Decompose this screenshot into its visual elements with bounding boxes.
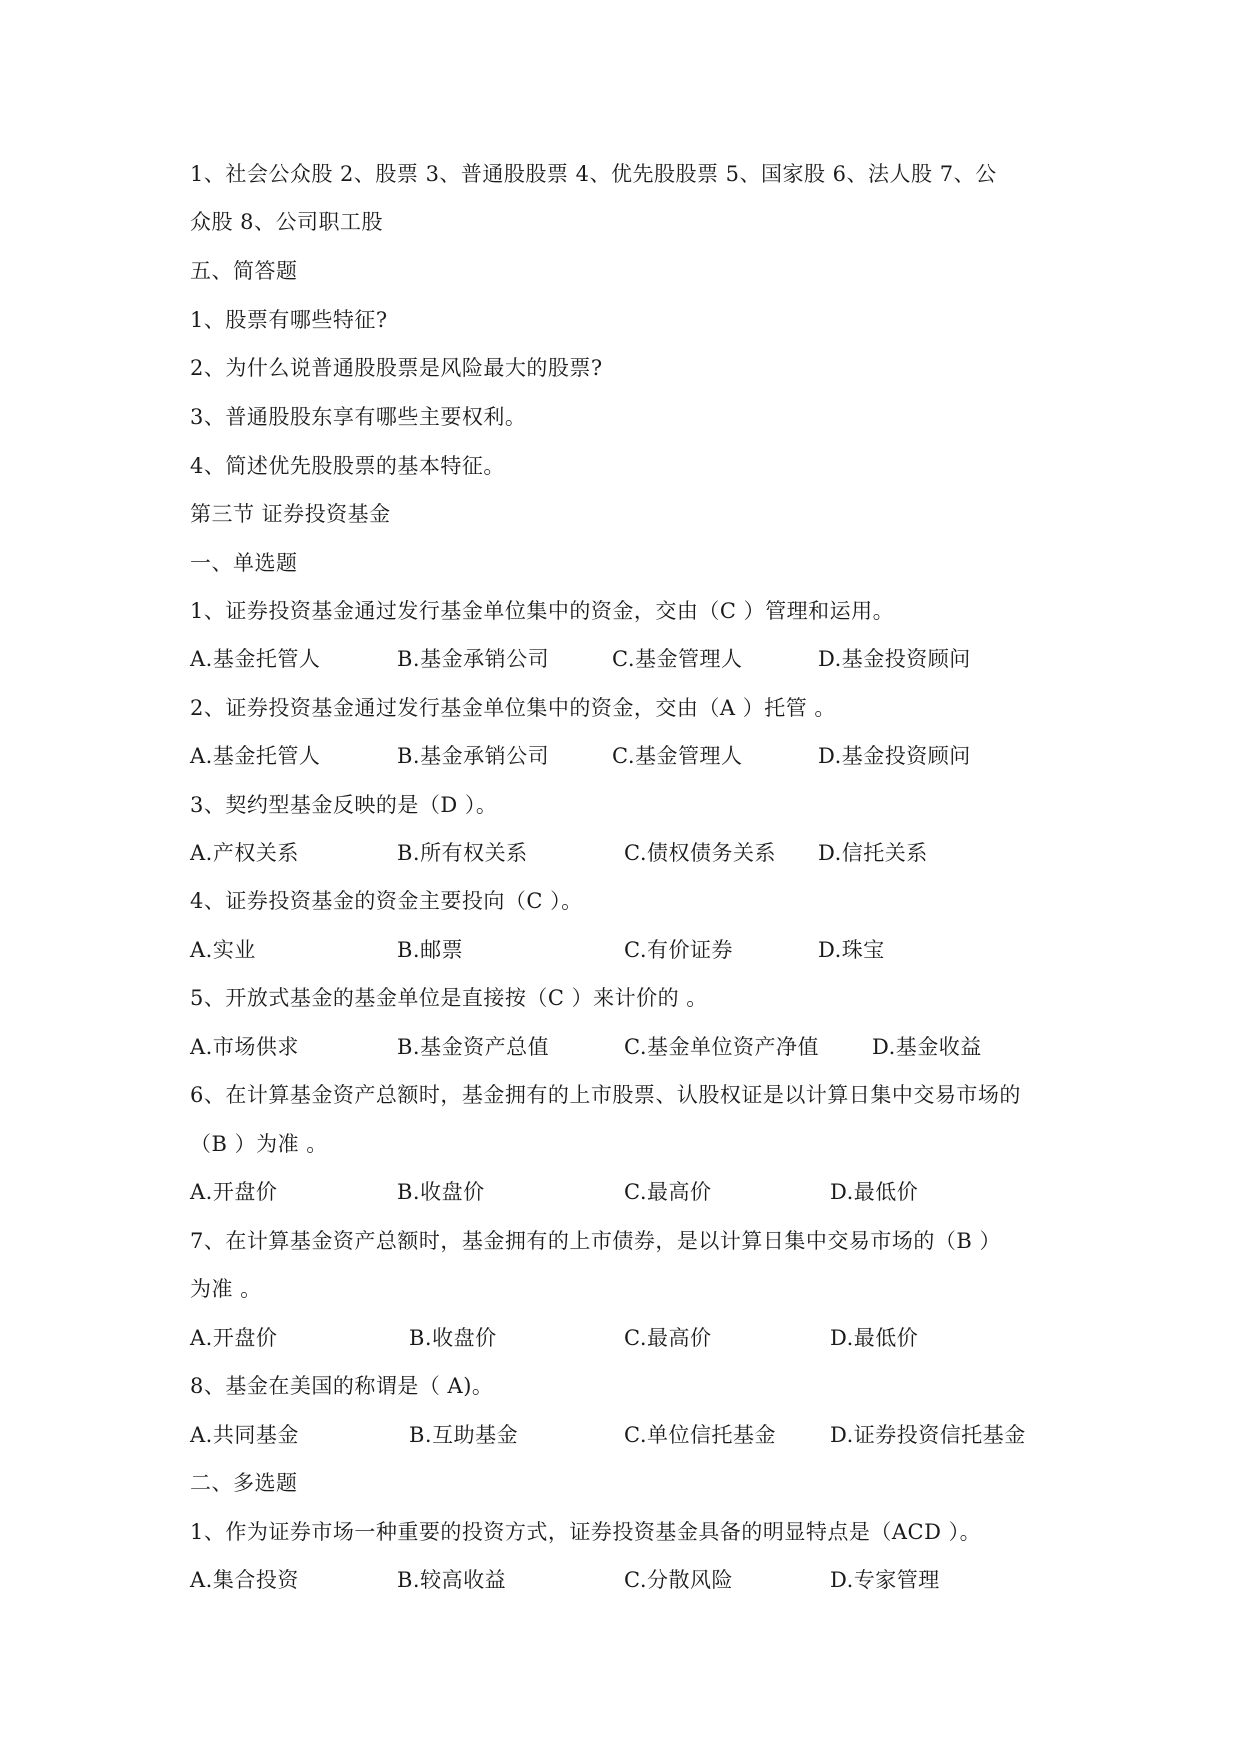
option-b: B.所有权关系 [397, 841, 528, 865]
option-b: B.基金承销公司 [397, 647, 550, 671]
option-d: D.专家管理 [830, 1568, 940, 1592]
option-a: A.产权关系 [190, 841, 299, 865]
option-d: D.基金投资顾问 [818, 744, 971, 768]
option-d: D.信托关系 [818, 841, 928, 865]
option-b: B.较高收益 [397, 1568, 507, 1592]
option-c: C.分散风险 [624, 1568, 733, 1592]
option-b: B.基金承销公司 [397, 744, 550, 768]
question-text: 8、基金在美国的称谓是（ A)。 [190, 1374, 494, 1398]
section-heading-short-answer: 五、简答题 [190, 259, 298, 283]
option-c: C.基金管理人 [612, 744, 743, 768]
option-b: B.互助基金 [409, 1423, 519, 1447]
option-a: A.开盘价 [190, 1326, 278, 1350]
question-text: 4、简述优先股股票的基本特征。 [190, 454, 505, 478]
question-text: 1、证券投资基金通过发行基金单位集中的资金，交由（C ）管理和运用。 [190, 599, 895, 623]
question-text: 7、在计算基金资产总额时，基金拥有的上市债券，是以计算日集中交易市场的（B ） [190, 1229, 1001, 1253]
option-c: C.单位信托基金 [624, 1423, 776, 1447]
option-c: C.最高价 [624, 1180, 712, 1204]
share-types-list: 1、社会公众股 2、股票 3、普通股股票 4、优先股股票 5、国家股 6、法人股 7、公 [190, 162, 997, 186]
question-text-cont: 为准 。 [190, 1277, 262, 1301]
question-text: 3、普通股股东享有哪些主要权利。 [190, 405, 527, 429]
option-d: D.基金收益 [872, 1035, 982, 1059]
option-b: B.邮票 [397, 938, 464, 962]
question-text: 2、证券投资基金通过发行基金单位集中的资金，交由（A ）托管 。 [190, 696, 836, 720]
question-text: 1、作为证券市场一种重要的投资方式，证券投资基金具备的明显特点是（ACD ）。 [190, 1520, 982, 1544]
option-d: D.珠宝 [818, 938, 885, 962]
chapter-heading: 第三节 证券投资基金 [190, 502, 391, 526]
option-a: A.基金托管人 [190, 647, 321, 671]
option-d: D.最低价 [830, 1180, 919, 1204]
question-text: 2、为什么说普通股股票是风险最大的股票? [190, 356, 603, 380]
option-c: C.有价证券 [624, 938, 733, 962]
question-text: 5、开放式基金的基金单位是直接按（C ）来计价的 。 [190, 986, 708, 1010]
option-c: C.基金管理人 [612, 647, 743, 671]
option-d: D.最低价 [830, 1326, 919, 1350]
question-text: 6、在计算基金资产总额时，基金拥有的上市股票、认股权证是以计算日集中交易市场的 [190, 1083, 1021, 1107]
option-a: A.基金托管人 [190, 744, 321, 768]
option-d: D.基金投资顾问 [818, 647, 971, 671]
option-c: C.基金单位资产净值 [624, 1035, 819, 1059]
option-a: A.共同基金 [190, 1423, 299, 1447]
question-text: 1、股票有哪些特征? [190, 308, 388, 332]
option-d: D.证券投资信托基金 [830, 1423, 1026, 1447]
question-text-cont: （B ）为准 。 [190, 1132, 328, 1156]
option-c: C.债权债务关系 [624, 841, 776, 865]
option-a: A.开盘价 [190, 1180, 278, 1204]
option-b: B.基金资产总值 [397, 1035, 550, 1059]
option-a: A.实业 [190, 938, 256, 962]
option-a: A.集合投资 [190, 1568, 299, 1592]
share-types-list-cont: 众股 8、公司职工股 [190, 210, 384, 234]
section-heading-single-choice: 一、单选题 [190, 551, 298, 575]
question-text: 4、证券投资基金的资金主要投向（C ）。 [190, 889, 583, 913]
option-a: A.市场供求 [190, 1035, 299, 1059]
option-b: B.收盘价 [397, 1180, 485, 1204]
option-c: C.最高价 [624, 1326, 712, 1350]
question-text: 3、契约型基金反映的是（D ）。 [190, 793, 498, 817]
option-b: B.收盘价 [409, 1326, 497, 1350]
section-heading-multiple-choice: 二、多选题 [190, 1471, 298, 1495]
